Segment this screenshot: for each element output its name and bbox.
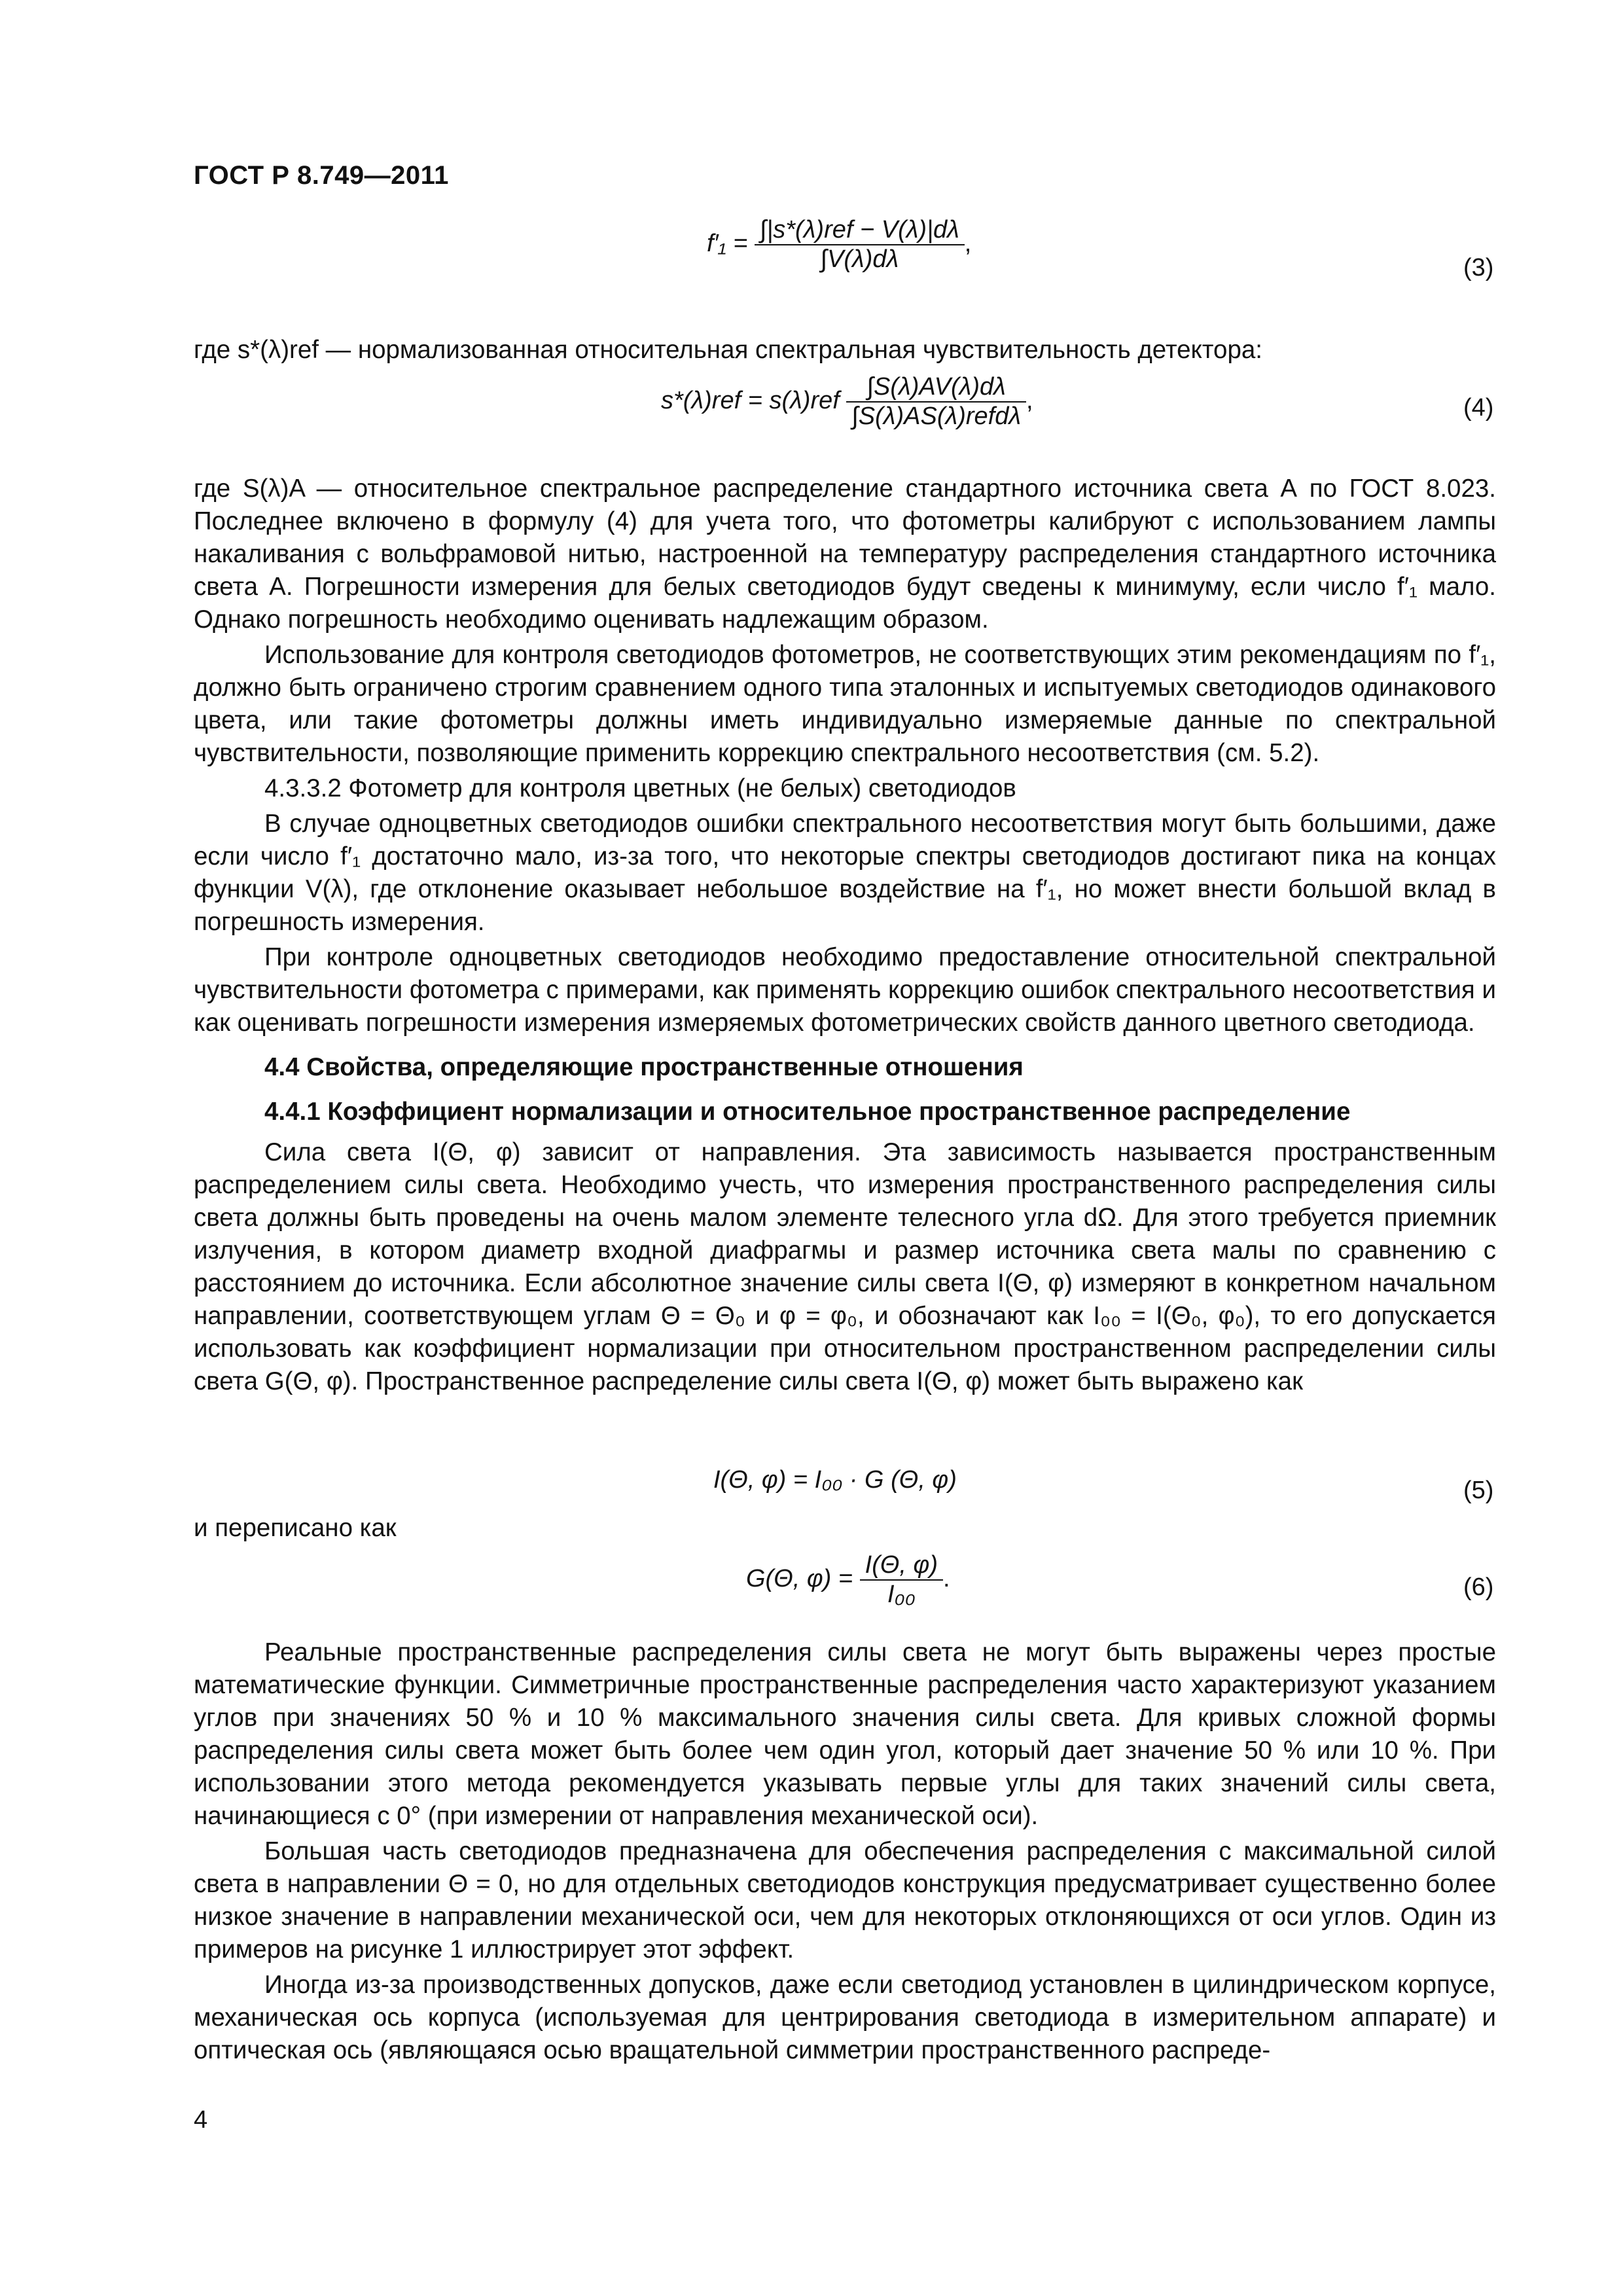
eq4-tail: , — [1026, 387, 1033, 415]
eq3-lhs: f′₁ = — [707, 230, 748, 258]
paragraph-4: В случае одноцветных светодиодов ошибки спектрального несоответствия могут быть большими, даже если число f′₁ достаточно мало, из-за того, что некоторые спектры светодиодов достигают пика на концах функции V(λ), где отклонение оказывает небольшое воздействие на f′₁, но может внести большой вклад в погрешность измерения. — [194, 810, 1496, 936]
paragraph-6: Сила света I(Θ, φ) зависит от направления. Эта зависимость называется пространственным распределением силы света. Необходимо учесть, что измерения пространственного распределения силы света должны быть проведены на очень малом элементе телесного угла dΩ. Для этого требуется приемник излучения, в котором диаметр входной диафрагмы и размер источника света малы по сравнению с расстоянием до источника. Если абсолютное значение силы света I(Θ, φ) измеряют в конкретном начальном направлении, соответствующем углам Θ = Θ₀ и φ = φ₀, и обозначают как I₀₀ = I(Θ₀, φ₀), то его допускается использовать как коэффициент нормализации при относительном пространственном распределении силы света G(Θ, φ). Пространственное распределение силы света I(Θ, φ) может быть выражено как — [194, 1138, 1496, 1395]
eq6-numerator: I(Θ, φ) — [860, 1551, 943, 1581]
page-number: 4 — [194, 2106, 208, 2134]
eq4-denominator: ∫S(λ)AS(λ)refdλ — [851, 403, 1022, 430]
where-s-line: где s*(λ)ref — нормализованная относительная спектральная чувствительность детектора: — [194, 336, 1262, 364]
eq3-denominator: ∫V(λ)dλ — [820, 245, 899, 273]
equation-4 — [661, 373, 1033, 431]
body-block-2 — [194, 1636, 1496, 2070]
paragraph-9: Иногда из-за производственных допусков, даже если светодиод установлен в цилиндрическом корпусе, механическая ось корпуса (используемая для центрирования светодиода в измерительном аппарате) и оптическая ось (являющаяся осью вращательной симметрии пространственного распреде- — [194, 1971, 1496, 2064]
eq3-tail: , — [964, 230, 972, 258]
section-4-4-heading: 4.4 Свойства, определяющие пространственные отношения — [264, 1053, 1024, 1081]
equation-6 — [746, 1551, 950, 1609]
eq6-denominator: I₀₀ — [887, 1581, 916, 1608]
subsection-4-3-3-2: 4.3.3.2 Фотометр для контроля цветных (не белых) светодиодов — [264, 774, 1016, 802]
body-block-1 — [194, 473, 1496, 1401]
section-4-4-1-heading: 4.4.1 Коэффициент нормализации и относительное пространственное распределение — [264, 1098, 1351, 1126]
paragraph-1: где S(λ)A — относительное спектральное распределение стандартного источника света А по ГОСТ 8.023. Последнее включено в формулу (4) для учета того, что фотометры калибруют с использованием лампы накаливания с вольфрамовой нитью, настроенной на температуру распределения стандартного источника света А. Погрешности измерения для белых светодиодов будут сведены к минимуму, если число f′₁ мало. Однако погрешность необходимо оценивать надлежащим образом. — [194, 475, 1496, 634]
eq5-number: (5) — [1463, 1477, 1494, 1504]
eq3-fraction — [755, 216, 965, 274]
eq4-numerator: ∫S(λ)AV(λ)dλ — [846, 373, 1026, 403]
eq6-lhs: G(Θ, φ) = — [746, 1565, 853, 1593]
eq6-tail: . — [942, 1565, 950, 1593]
paragraph-7: Реальные пространственные распределения силы света не могут быть выражены через простые математические функции. Симметричные пространственные распределения часто характеризуют указанием углов при значениях 50 % и 10 % максимального значения силы света. Для кривых сложной формы распределения силы света может быть более чем один угол, который дает значение 50 % или 10 %. При использовании этого метода рекомендуется указывать первые углы для таких значений силы света, начинающиеся с 0° (при измерении от направления механической оси). — [194, 1638, 1496, 1830]
paragraph-8: Большая часть светодиодов предназначена для обеспечения распределения с максимальной силой света в направлении Θ = 0, но для отдельных светодиодов конструкция предусматривает существенно более низкое значение в направлении механической оси, чем для некоторых отклоняющихся от оси углов. Один из примеров на рисунке 1 иллюстрирует этот эффект. — [194, 1837, 1496, 1964]
paragraph-2: Использование для контроля светодиодов фотометров, не соответствующих этим рекомендациям по f′₁, должно быть ограничено строгим сравнением одного типа эталонных и испытуемых светодиодов одинакового цвета, или такие фотометры должны иметь индивидуально измеряемые данные по спектральной чувствительности, позволяющие применить коррекцию спектрального несоответствия (см. 5.2). — [194, 641, 1496, 767]
equation-3 — [707, 216, 971, 274]
document-header: ГОСТ Р 8.749—2011 — [194, 161, 449, 190]
rewritten-line: и переписано как — [194, 1514, 397, 1542]
equation-5: I(Θ, φ) = I₀₀ · G (Θ, φ) — [713, 1466, 957, 1494]
eq3-number: (3) — [1463, 254, 1494, 281]
eq6-fraction — [860, 1551, 943, 1609]
eq4-lhs: s*(λ)ref = s(λ)ref — [661, 387, 840, 415]
paragraph-5: При контроле одноцветных светодиодов необходимо предоставление относительной спектральной чувствительности фотометра с примерами, как применять коррекцию ошибок спектрального несоответствия и как оценивать погрешности измерения измеряемых фотометрических свойств данного цветного светодиода. — [194, 943, 1496, 1037]
eq6-number: (6) — [1463, 1573, 1494, 1601]
eq3-numerator: ∫|s*(λ)ref − V(λ)|dλ — [755, 216, 965, 245]
eq4-fraction — [846, 373, 1026, 431]
eq4-number: (4) — [1463, 394, 1494, 422]
